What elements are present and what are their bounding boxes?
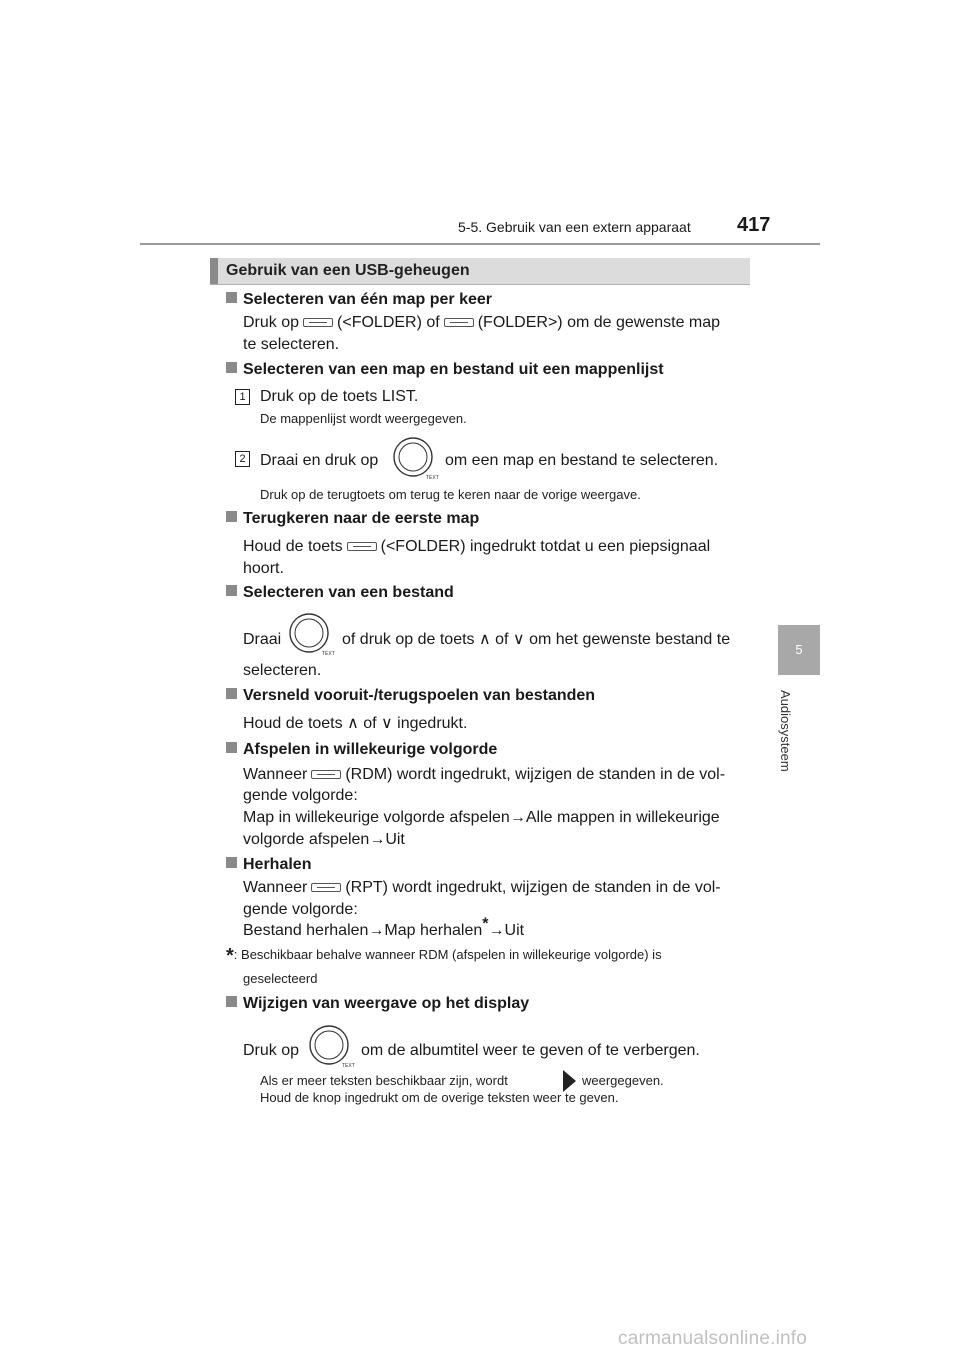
bullet-square-icon — [226, 857, 237, 868]
paragraph: Druk op — [243, 1042, 300, 1059]
subheading-folder-list: Selecteren van een map en bestand uit een mappenlijst — [226, 361, 664, 379]
paragraph: Druk op (<FOLDER) of (FOLDER>) om de gewenste map — [243, 314, 721, 331]
paragraph: gende volgorde: — [243, 787, 358, 804]
section-title: Gebruik van een USB-geheugen — [226, 262, 470, 279]
bullet-square-icon — [226, 511, 237, 522]
step-number: 1 — [235, 389, 250, 405]
tune-knob-icon — [308, 1024, 355, 1069]
watermark: carmanualsonline.info — [618, 1328, 808, 1349]
svg-text:TEXT: TEXT — [426, 475, 439, 481]
paragraph: te selecteren. — [243, 336, 340, 353]
note: Als er meer teksten beschikbaar zijn, wordt — [260, 1073, 508, 1088]
paragraph: Map in willekeurige volgorde afspelen→Alle mappen in willekeurige — [243, 809, 720, 826]
bullet-square-icon — [226, 996, 237, 1007]
paragraph: Bestand herhalen→Map herhalen*→Uit — [243, 915, 525, 939]
tune-knob-icon — [392, 436, 439, 481]
page-number: 417 — [737, 214, 771, 236]
folder-down-button-icon — [347, 542, 377, 551]
paragraph: volgorde afspelen→Uit — [243, 831, 405, 848]
paragraph: of druk op de toets ∧ of ∨ om het gewenste bestand te — [342, 631, 731, 648]
folder-down-button-icon — [303, 318, 333, 327]
section-heading — [210, 258, 750, 284]
more-text-arrow-icon — [563, 1070, 576, 1092]
bullet-square-icon — [226, 585, 237, 596]
subheading-display: Wijzigen van weergave op het display — [226, 995, 529, 1013]
svg-text:TEXT: TEXT — [342, 1063, 355, 1069]
section-divider — [210, 284, 750, 285]
running-header: 5-5. Gebruik van een extern apparaat — [458, 219, 691, 235]
footnote-continued: geselecteerd — [243, 971, 318, 986]
step-note: De mappenlijst wordt weergegeven. — [260, 411, 467, 426]
subheading-folder-select: Selecteren van één map per keer — [226, 291, 492, 309]
step-text: Druk op de toets LIST. — [260, 388, 419, 405]
subheading-fast-forward: Versneld vooruit-/terugspoelen van bestanden — [226, 687, 595, 705]
note: weergegeven. — [582, 1073, 664, 1088]
paragraph: Wanneer (RDM) wordt ingedrukt, wijzigen de standen in de vol- — [243, 766, 726, 783]
tune-knob-icon — [288, 612, 335, 657]
paragraph: Wanneer (RPT) wordt ingedrukt, wijzigen de standen in de vol- — [243, 879, 721, 896]
chapter-title: Audiosysteem — [778, 690, 793, 772]
folder-up-button-icon — [444, 318, 474, 327]
header-divider — [140, 243, 820, 245]
rdm-button-icon — [311, 770, 341, 779]
chapter-side-label — [770, 690, 830, 810]
paragraph: om de albumtitel weer te geven of te verbergen. — [361, 1042, 700, 1059]
step-text: Draai en druk op — [260, 452, 379, 469]
svg-text:TEXT: TEXT — [322, 651, 335, 657]
paragraph: gende volgorde: — [243, 901, 358, 918]
footnote: *: Beschikbaar behalve wanneer RDM (afspelen in willekeurige volgorde) is — [226, 945, 662, 967]
subheading-select-file: Selecteren van een bestand — [226, 584, 454, 602]
paragraph: hoort. — [243, 560, 284, 577]
bullet-square-icon — [226, 742, 237, 753]
paragraph: Houd de toets (<FOLDER) ingedrukt totdat u een piepsignaal — [243, 538, 711, 555]
subheading-random-play: Afspelen in willekeurige volgorde — [226, 741, 497, 759]
chapter-tab: 5 — [778, 625, 820, 675]
paragraph: Houd de toets ∧ of ∨ ingedrukt. — [243, 715, 468, 732]
note: Houd de knop ingedrukt om de overige teksten weer te geven. — [260, 1090, 619, 1105]
bullet-square-icon — [226, 362, 237, 373]
paragraph: Draai — [243, 631, 282, 648]
step-number: 2 — [235, 451, 250, 467]
paragraph: selecteren. — [243, 662, 322, 679]
subheading-first-folder: Terugkeren naar de eerste map — [226, 510, 479, 528]
bullet-square-icon — [226, 688, 237, 699]
bullet-square-icon — [226, 292, 237, 303]
step-note: Druk op de terugtoets om terug te keren naar de vorige weergave. — [260, 487, 641, 502]
step-text: om een map en bestand te selecteren. — [445, 452, 719, 469]
subheading-repeat: Herhalen — [226, 856, 311, 874]
rpt-button-icon — [311, 883, 341, 892]
